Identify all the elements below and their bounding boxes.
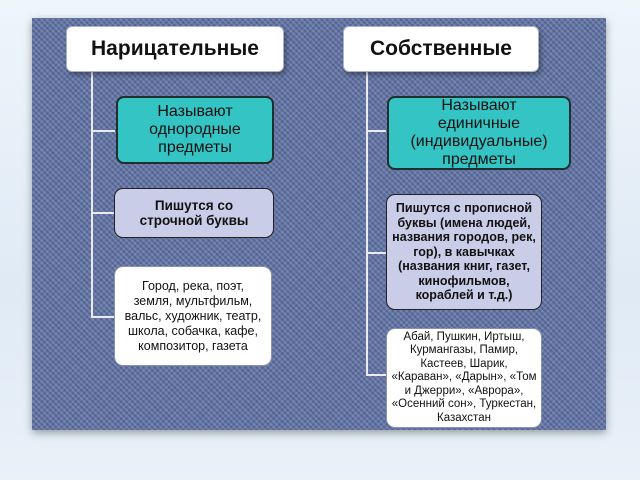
connector-left-3 xyxy=(91,316,115,318)
connector-right-vertical xyxy=(366,72,368,376)
connector-right-1 xyxy=(366,130,386,132)
connector-left-vertical xyxy=(91,72,93,318)
connector-left-1 xyxy=(91,130,115,132)
proper-meaning-box: Называют единичные (индивидуальные) предметы xyxy=(387,96,571,170)
proper-examples-box: Абай, Пушкин, Иртыш, Курмангазы, Памир, Кастеев, Шарик, «Караван», «Дарын», «Том и Джерри», «Аврора», «Осенний сон», Туркестан, Казахстан xyxy=(386,328,542,428)
connector-right-2 xyxy=(366,252,386,254)
proper-spelling-box: Пишутся с прописной буквы (имена людей, названия городов, рек, гор), в кавычках (названия книг, газет, кинофильмов, кораблей и т.д.) xyxy=(386,194,542,310)
header-proper-nouns: Собственные xyxy=(343,26,539,72)
connector-right-3 xyxy=(366,374,386,376)
common-meaning-box: Называют однородные предметы xyxy=(116,96,274,164)
common-examples-box: Город, река, поэт, земля, мультфильм, вальс, художник, театр, школа, собачка, кафе, композитор, газета xyxy=(114,266,272,366)
header-common-nouns: Нарицательные xyxy=(66,26,284,72)
common-spelling-box: Пишутся со строчной буквы xyxy=(114,188,274,238)
connector-left-2 xyxy=(91,212,115,214)
